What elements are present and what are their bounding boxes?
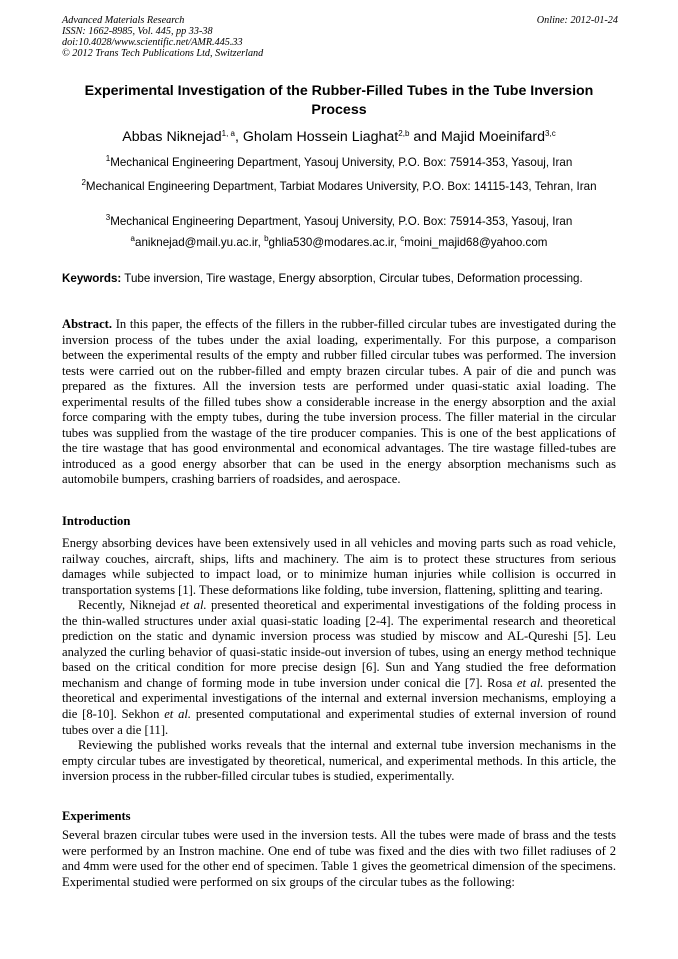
author-separator: ,	[235, 129, 243, 145]
journal-header	[62, 15, 618, 59]
email-link[interactable]: aniknejad@mail.yu.ac.ir	[135, 236, 258, 249]
author-separator: and	[409, 129, 441, 145]
email-link[interactable]: ghlia530@modares.ac.ir	[268, 236, 394, 249]
intro-text: Recently, Niknejad	[78, 598, 181, 613]
affiliation-text: Mechanical Engineering Department, Yasouj University, P.O. Box: 75914-353, Yasouj, Iran	[110, 215, 573, 228]
intro-paragraph-3: Reviewing the published works reveals that the internal and external tube inversion mechanisms in the empty circular tubes are investigated by theoretical, numerical, and experimental methods. In this article, the inversion process in the rubber-filled circular tubes is studied, experimentally.	[62, 738, 616, 784]
author-name: Gholam Hossein Liaghat	[242, 129, 399, 145]
issn-line: ISSN: 1662-8985, Vol. 445, pp 33-38	[62, 26, 213, 37]
keywords	[62, 271, 616, 286]
author-name: Majid Moeinifard	[440, 129, 546, 145]
keywords-text: Tube inversion, Tire wastage, Energy absorption, Circular tubes, Deformation processing.	[124, 272, 583, 285]
email-link[interactable]: moini_majid68@yahoo.com	[404, 236, 548, 249]
author-sup: 2,b	[398, 129, 410, 138]
experiments-heading: Experiments	[62, 809, 131, 823]
journal-name: Advanced Materials Research	[62, 15, 185, 26]
affiliation-3	[62, 215, 616, 229]
affiliation-text: Mechanical Engineering Department, Tarbiat Modares University, P.O. Box: 14115-143, Tehran, Iran	[85, 180, 597, 193]
et-al: et al.	[164, 707, 192, 722]
et-al: et al.	[516, 675, 544, 690]
abstract-text: In this paper, the effects of the fillers in the rubber-filled circular tubes are investigated during the inversion process of the tubes under the axial loading, experimentally. For this purpose, a comparison between the experimental results of the empty and rubber filled circular tubes was performed. The inversion tests were carried out on the rubber-filled and empty brazen circular tubes. A pair of die and punch was prepared as the fixtures. All the inversion tests are performed under quasi-static axial loading. The experimental results of the filled tubes show a considerable increase in the energy absorption and the axial force comparing with the empty tubes, during the tube inversion process. The filler material in the circular tubes was supplied from the wastage of the tire producer companies. This is one of the best applications of the tire wastage that has good environmental and economical advantages. The tire wastage filled-tubes are introduced as a good energy absorber that can be used in the energy absorption mechanisms such as automobile bumpers, crashing barriers of roadsides, and aerospace.	[62, 317, 616, 487]
author-list	[62, 128, 616, 146]
copyright-line: © 2012 Trans Tech Publications Ltd, Switzerland	[62, 48, 264, 59]
introduction-heading: Introduction	[62, 514, 131, 528]
affiliation-2	[62, 180, 616, 194]
email-sup: c	[400, 234, 405, 243]
intro-text: presented theoretical and experimental investigations of the folding process in the thin-walled structures under axial quasi-static loading [2-4]. The experimental research and theoretical prediction on the static and dynamic inversion process was studied by miscow and AL-Qureshi [5]. Leu analyzed the curling behavior of quasi-static inside-out inversion of tubes, using an energy method technique based on the critical condition for more precise design [6]. Sun and Yang studied the free deformation mechanism and change of forming mode in tube inversion under conical die [7]. Rosa	[62, 598, 616, 690]
experiments-paragraph-1: Several brazen circular tubes were used in the inversion tests. All the tubes were made of brass and the tests were performed by an Instron machine. One end of tube was fixed and the dies with two fillet radiuses of 2 and 4mm were used for the other end of specimen. Table 1 gives the geometrical dimension of the specimens. Experimental studied were performed on six groups of the circular tubes as the following:	[62, 828, 616, 889]
email-sup: a	[130, 234, 135, 243]
abstract-label: Abstract.	[62, 317, 113, 331]
abstract	[62, 317, 616, 488]
intro-paragraph-1: Energy absorbing devices have been extensively used in all vehicles and moving parts such as road vehicle, railway couches, aircraft, ships, lifts and machinery. The aim is to protect these structures from serious damages while subjected to impact load, or to minimize human injuries while collision is occurred in transportation systems [1]. These deformations like folding, tube inversion, flattening, splitting and tearing.	[62, 536, 616, 597]
email-sup: b	[264, 234, 269, 243]
email-line: $^a$aniknejad@mail.yu.ac.ir, $^b$ghlia530@modares.ac.ir, $^c$moini_majid68@yahoo.com	[130, 234, 548, 249]
affiliation-text: Mechanical Engineering Department, Yasouj University, P.O. Box: 75914-353, Yasouj, Iran	[110, 156, 573, 169]
author-sup: 1, a	[221, 129, 235, 138]
author-name: Abbas Niknejad	[122, 129, 222, 145]
introduction-body	[62, 536, 616, 785]
keywords-label: Keywords:	[62, 272, 122, 285]
affiliation-sup: 1	[105, 154, 111, 163]
et-al: et al.	[180, 598, 207, 613]
online-date: Online: 2012-01-24	[536, 15, 618, 26]
experiments-body	[62, 828, 616, 890]
affiliation-1	[62, 156, 616, 170]
affiliation-sup: 2	[81, 178, 86, 187]
author-sup: 3,c	[545, 129, 556, 138]
intro-text: presented the theoretical and experimental investigations of the internal and external inversion mechanisms, employing a die [8-10]. Sekhon	[62, 675, 617, 722]
intro-paragraph-2	[62, 598, 616, 738]
paper-title: Experimental Investigation of the Rubber-Filled Tubes in the Tube Inversion Process	[84, 83, 594, 118]
affiliation-sup: 3	[105, 213, 111, 222]
doi-line[interactable]: doi:10.4028/www.scientific.net/AMR.445.33	[62, 37, 243, 48]
intro-text: presented computational and experimental studies of external inversion of round tubes over a die [11].	[62, 707, 616, 737]
